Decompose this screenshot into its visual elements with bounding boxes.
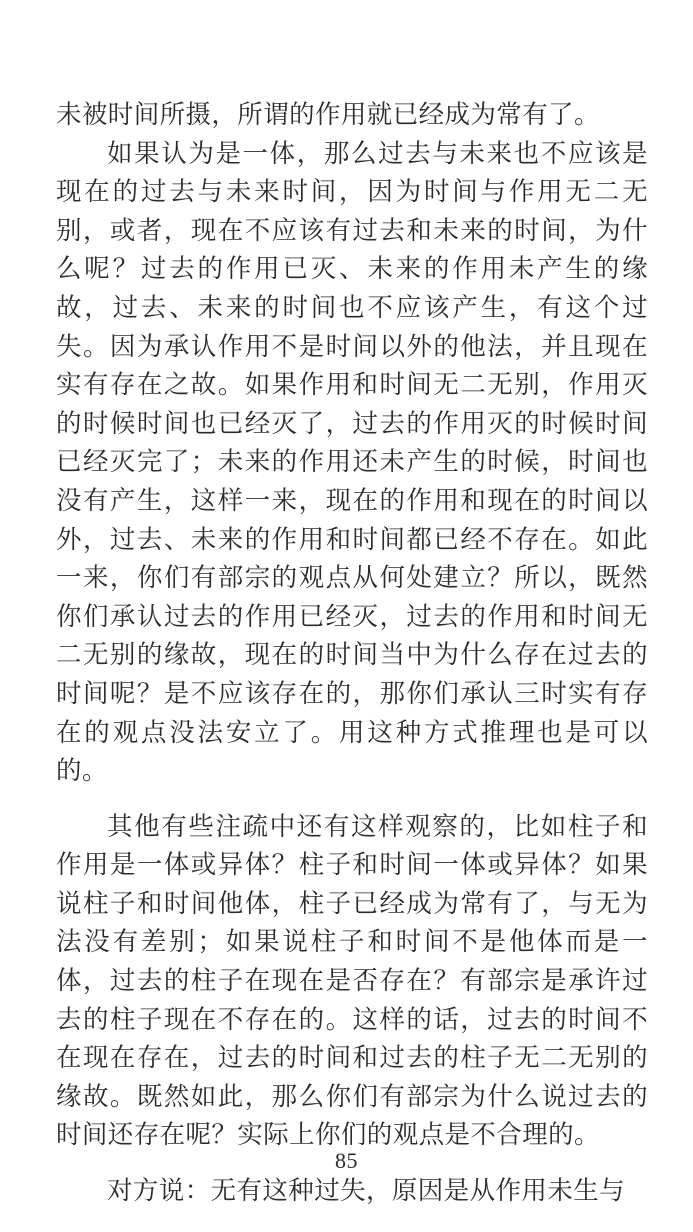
paragraph-2: 如果认为是一体，那么过去与未来也不应该是现在的过去与未来时间，因为时间与作用无二无别，或者，现在不应该有过去和未来的时间，为什么呢？过去的作用已灭、未来的作用未产生的缘故，过去、未来的时间也不应该产生，有这个过失。因为承认作用不是时间以外的他法，并且现在实有存在之故。如果作用和时间无二无别，作用灭的时候时间也已经灭了，过去的作用灭的时候时间已经灭完了；未来的作用还未产生的时候，时间也没有产生，这样一来，现在的作用和现在的时间以外，过去、未来的作用和时间都已经不存在。如此一来，你们有部宗的观点从何处建立？所以，既然你们承认过去的作用已经灭，过去的作用和时间无二无别的缘故，现在的时间当中为什么存在过去的时间呢？是不应该存在的，那你们承认三时实有存在的观点没法安立了。用这种方式推理也是可以的。 — [56, 138, 648, 787]
paragraph-1: 未被时间所摄，所谓的作用就已经成为常有了。 — [56, 100, 600, 130]
paragraph-4: 对方说：无有这种过失，原因是从作用未生与 — [107, 1176, 626, 1207]
page-number: 85 — [335, 1148, 358, 1173]
paragraph-3: 其他有些注疏中还有这样观察的，比如柱子和作用是一体或异体？柱子和时间一体或异体？如果说柱子和时间他体，柱子已经成为常有了，与无为法没有差别；如果说柱子和时间不是他体而是一体，过去的柱子在现在是否存在？有部宗是承许过去的柱子现在不存在的。这样的话，过去的时间不在现在存在，过去的时间和过去的柱子无二无别的缘故。既然如此，那么你们有部宗为什么说过去的时间还存在呢？实际上你们的观点是不合理的。 — [56, 811, 648, 1151]
page-body — [56, 96, 648, 1211]
